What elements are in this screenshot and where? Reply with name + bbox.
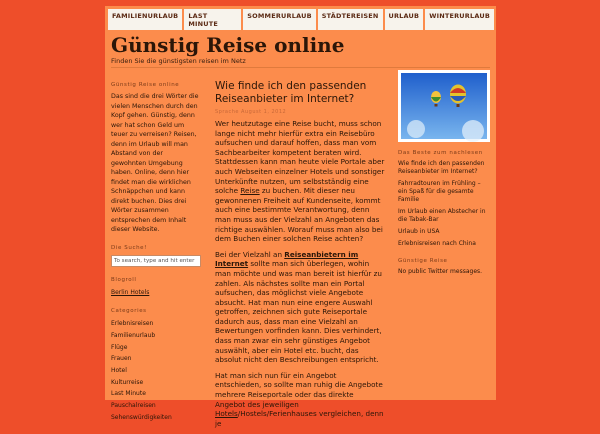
- recent-post-link[interactable]: Urlaub in USA: [398, 228, 440, 235]
- nav-sommerurlaub[interactable]: SOMMERURLAUB: [243, 9, 315, 30]
- twitter-heading: Günstige Reise: [398, 258, 448, 264]
- balloon-image: [398, 70, 490, 142]
- category-link[interactable]: Erlebnisreisen: [111, 320, 154, 328]
- category-link[interactable]: Frauen: [111, 355, 132, 363]
- blogroll-link-berlin-hotels[interactable]: Berlin Hotels: [111, 288, 150, 296]
- hotels-link[interactable]: Hotels: [215, 409, 238, 419]
- nav-winterurlaub[interactable]: WINTERURLAUB: [425, 9, 494, 30]
- top-navigation: [108, 9, 496, 30]
- recent-post-link[interactable]: Wie finde ich den passenden Reiseanbieter im Internet?: [398, 160, 485, 175]
- categories-list: [111, 318, 199, 423]
- category-link[interactable]: Sehenswürdigkeiten: [111, 413, 172, 421]
- text: zu buchen. Mit dieser neu gewonnenen Freiheit auf Kundenseite, kommt auch eine bestimmte Verantwortung, denn man muss aus der Vielzahl an Angeboten das richtige auswählen. Worauf muss man also bei dem Buchen einer solchen Reise achten?: [215, 186, 383, 244]
- page-wrapper: [105, 6, 496, 428]
- site-title[interactable]: Günstig Reise online: [111, 33, 345, 57]
- text: /Hostels/Ferienhauses vergleichen, denn je: [215, 409, 384, 428]
- category-link[interactable]: Kulturreise: [111, 378, 144, 386]
- main-content: [215, 80, 385, 434]
- text: Hat man sich nun für ein Angebot entschieden, so sollte man ruhig die Angebote mehrere Reiseportale oder das direkte Angebot des jeweiligen: [215, 370, 383, 409]
- category-link[interactable]: Familienurlaub: [111, 331, 156, 339]
- nav-staedtereisen[interactable]: STÄDTEREISEN: [318, 9, 383, 30]
- text: Wer heutzutage eine Reise bucht, muss schon lange nicht mehr hierfür extra ein Reisebüro aufsuchen und darauf hoffen, dass man vom Sachbearbeiter kompetent beraten wird. Stattdessen kann man heute viele Portale aber auch Webseiten einzelner Hotels und sonstiger Unterkünfte nutzen, um selbstständig eine solche: [215, 119, 385, 196]
- category-link[interactable]: Flüge: [111, 343, 128, 351]
- twitter-note: No public Twitter messages.: [398, 268, 483, 275]
- site-tagline: Finden Sie die günstigsten reisen im Netz: [111, 57, 246, 65]
- recent-post-link[interactable]: Fahrradtouren im Frühling – ein Spaß für die gesamte Familie: [398, 180, 481, 203]
- reise-link[interactable]: Reise: [240, 186, 260, 196]
- categories-heading: Categories: [111, 308, 147, 315]
- post-paragraph: [215, 250, 385, 365]
- recent-posts-list: [398, 160, 490, 248]
- reiseanbieter-link[interactable]: Reiseanbietern im Internet: [215, 249, 359, 269]
- about-heading: Günstig Reise online: [111, 82, 180, 88]
- text: sollte man sich überlegen, wohin man möchte und was man bereit ist hierfür zu zahlen. Als nächstes sollte man ein Portal aufsuchen, das möglichst viele Angebote absucht. Hat man nun eine engere Auswahl getroffen, zeichnen sich gute Reiseportale dadurch aus, dass man eine Vielzahl an Bewertungen vorfinden kann. Dies verhindert, dass man zwar ein sehr günstiges Angebot auswählt, aber ein Hotel etc. bucht, das absolut nicht den Beschreibungen entspricht.: [215, 259, 382, 365]
- nav-urlaub[interactable]: URLAUB: [385, 9, 424, 30]
- text: Bei der Vielzahl an: [215, 249, 285, 259]
- post-meta: Sprache August 1, 2012: [215, 109, 287, 115]
- search-input[interactable]: To search, type and hit enter: [111, 255, 201, 267]
- post-paragraph: [215, 119, 385, 244]
- header-divider: [111, 67, 490, 68]
- about-text: Das sind die drei Wörter die vielen Menschen durch den Kopf gehen. Günstig, denn wer hat schon Geld um teuer zu verreisen? Reisen, denn im Urlaub will man Abstand von der gewohnten Umgebung haben. Online, denn hier findet man die wirklichen Schnäppchen und kann direkt buchen. Dies drei Wörter zusammen entsprechen dem Inhalt dieser Website.: [111, 93, 199, 233]
- recent-post-link[interactable]: Im Urlaub einen Abstecher in die Tabak-Bar: [398, 208, 486, 223]
- search-heading: Die Suche!: [111, 244, 147, 251]
- category-link[interactable]: Hotel: [111, 367, 127, 375]
- left-sidebar: [111, 82, 199, 434]
- hot-air-balloons-illustration: [401, 73, 487, 139]
- post-paragraph: [215, 371, 385, 429]
- recent-post-link[interactable]: Erlebnisreisen nach China: [398, 240, 476, 247]
- category-link[interactable]: Last Minute: [111, 390, 146, 398]
- category-link[interactable]: Pauschalreisen: [111, 402, 156, 410]
- blogroll-list: [111, 287, 199, 299]
- nav-familienurlaub[interactable]: FAMILIENURLAUB: [108, 9, 182, 30]
- post-title[interactable]: Wie finde ich den passenden Reiseanbieter im Internet?: [215, 80, 367, 105]
- nav-last-minute[interactable]: LAST MINUTE: [184, 9, 241, 30]
- recent-posts-heading: Das Beste zum nachlesen: [398, 150, 483, 156]
- blogroll-heading: Blogroll: [111, 276, 137, 283]
- right-sidebar: [398, 70, 490, 275]
